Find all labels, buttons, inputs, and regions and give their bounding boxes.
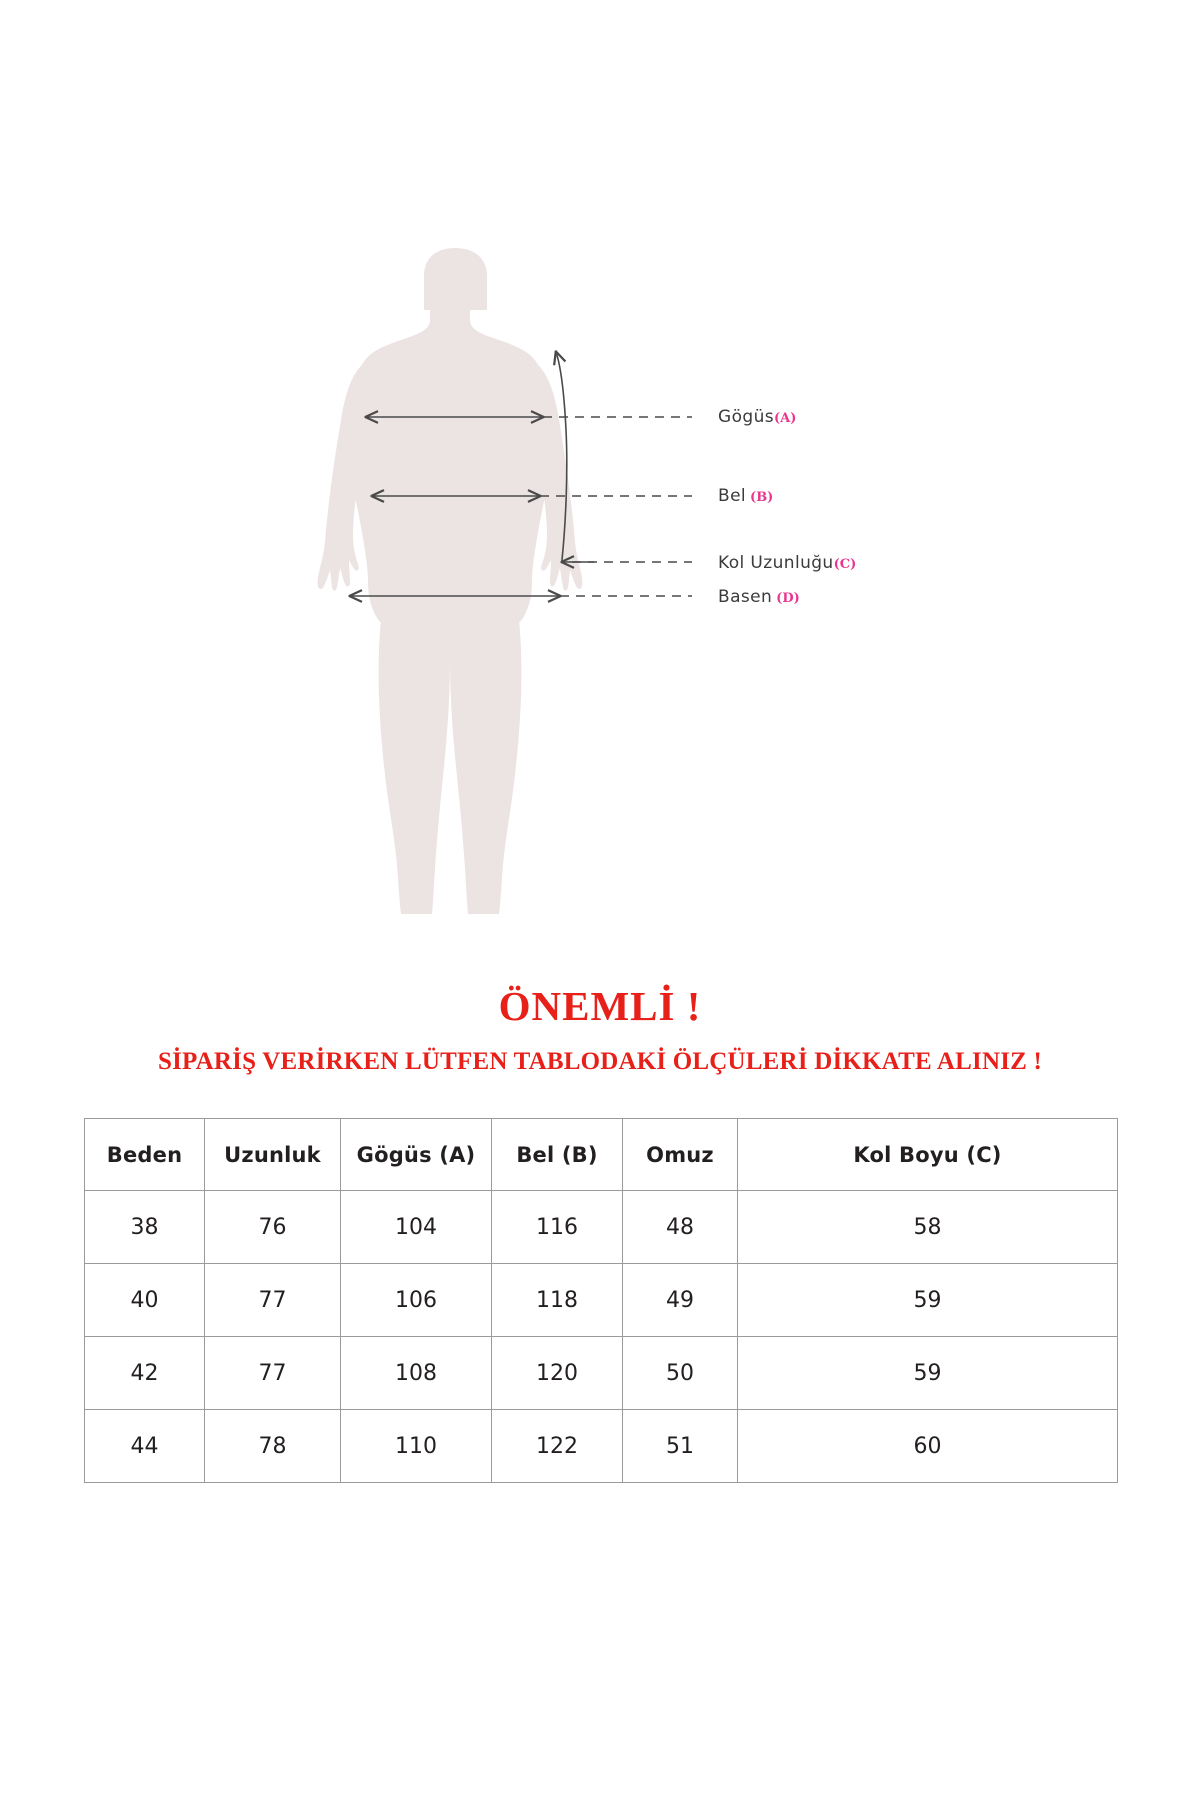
cell-uzunluk: 76 xyxy=(205,1191,341,1264)
cell-bel: 116 xyxy=(492,1191,623,1264)
column-header-gogus: Gögüs (A) xyxy=(341,1119,492,1191)
sleeve-length-arrow xyxy=(556,352,692,562)
cell-gogus: 108 xyxy=(341,1337,492,1410)
label-chest-text: Gögüs xyxy=(718,407,774,427)
size-table xyxy=(84,1118,1118,1483)
cell-kol-boyu: 59 xyxy=(738,1337,1118,1410)
important-heading: ÖNEMLİ ! xyxy=(498,983,702,1029)
cell-kol-boyu: 58 xyxy=(738,1191,1118,1264)
cell-omuz: 48 xyxy=(623,1191,738,1264)
column-header-beden: Beden xyxy=(85,1119,205,1191)
label-hips-text: Basen xyxy=(718,587,773,607)
cell-beden: 42 xyxy=(85,1337,205,1410)
cell-gogus: 104 xyxy=(341,1191,492,1264)
column-header-omuz: Omuz xyxy=(623,1119,738,1191)
table-row xyxy=(85,1191,1118,1264)
column-header-uzunluk: Uzunluk xyxy=(205,1119,341,1191)
label-hips-code: (D) xyxy=(776,591,800,606)
label-waist xyxy=(718,486,773,506)
cell-uzunluk: 78 xyxy=(205,1410,341,1483)
label-sleeve-length xyxy=(718,553,856,573)
label-chest-code: (A) xyxy=(774,411,797,426)
cell-beden: 38 xyxy=(85,1191,205,1264)
cell-bel: 120 xyxy=(492,1337,623,1410)
order-notice-text: SİPARİŞ VERİRKEN LÜTFEN TABLODAKİ ÖLÇÜLERİ DİKKATE ALINIZ ! xyxy=(158,1048,1042,1076)
cell-gogus: 110 xyxy=(341,1410,492,1483)
label-waist-code: (B) xyxy=(750,490,774,505)
warning-heading-block xyxy=(0,985,1200,1076)
table-header-row xyxy=(85,1119,1118,1191)
cell-omuz: 51 xyxy=(623,1410,738,1483)
cell-gogus: 106 xyxy=(341,1264,492,1337)
label-sleeve-length-code: (C) xyxy=(833,557,857,572)
cell-beden: 44 xyxy=(85,1410,205,1483)
label-waist-text: Bel xyxy=(718,486,747,506)
size-table-container xyxy=(84,1118,1117,1483)
cell-omuz: 49 xyxy=(623,1264,738,1337)
column-header-bel: Bel (B) xyxy=(492,1119,623,1191)
cell-bel: 118 xyxy=(492,1264,623,1337)
cell-beden: 40 xyxy=(85,1264,205,1337)
cell-kol-boyu: 60 xyxy=(738,1410,1118,1483)
column-header-kol-boyu: Kol Boyu (C) xyxy=(738,1119,1118,1191)
cell-bel: 122 xyxy=(492,1410,623,1483)
table-row xyxy=(85,1337,1118,1410)
table-row xyxy=(85,1264,1118,1337)
cell-uzunluk: 77 xyxy=(205,1337,341,1410)
label-hips xyxy=(718,587,800,607)
silhouette-body xyxy=(318,248,583,914)
label-chest xyxy=(718,407,796,427)
cell-uzunluk: 77 xyxy=(205,1264,341,1337)
cell-kol-boyu: 59 xyxy=(738,1264,1118,1337)
label-sleeve-length-text: Kol Uzunluğu xyxy=(718,553,834,573)
table-row xyxy=(85,1410,1118,1483)
cell-omuz: 50 xyxy=(623,1337,738,1410)
